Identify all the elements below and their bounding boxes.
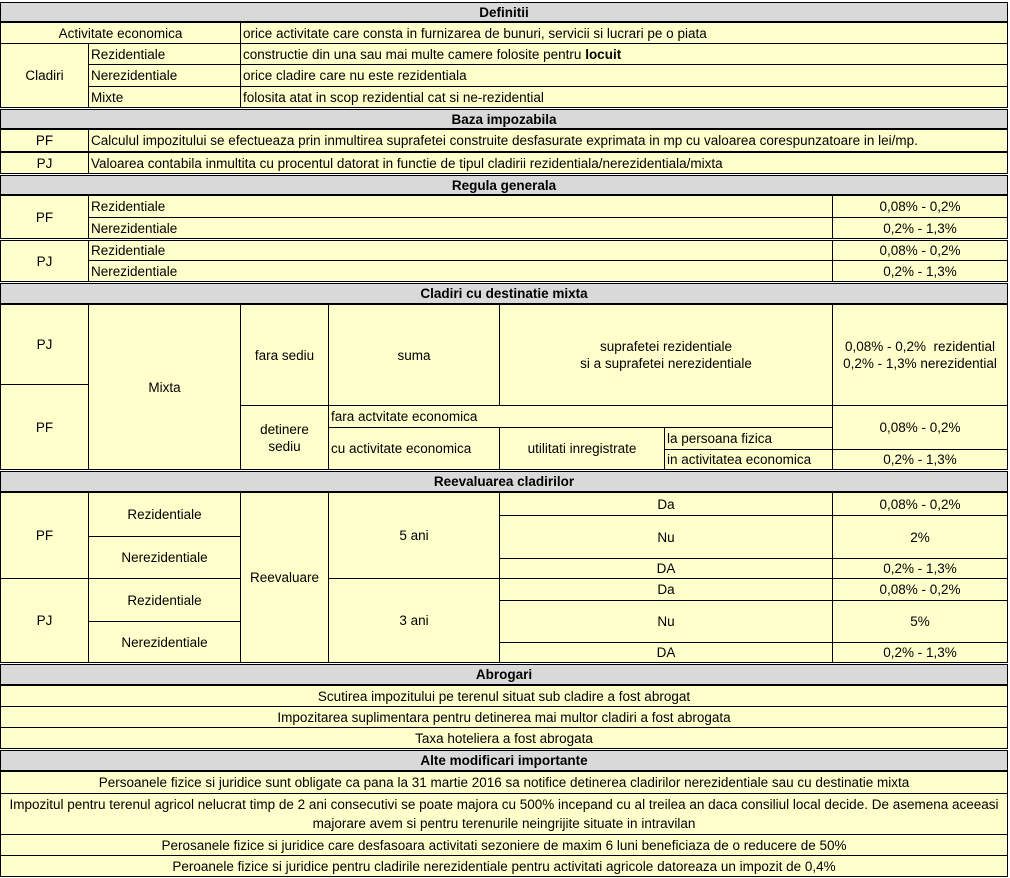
fara-activitate-economica[interactable]: fara actvitate economica [328,405,833,428]
reev-pj-nu-value[interactable]: 5% [832,600,1008,643]
rezidentiale-label[interactable]: Rezidentiale [88,43,241,65]
regula-pj-rezidentiale-value[interactable]: 0,08% - 0,2% [832,240,1008,261]
mixta-rate-sediu-rezidential[interactable]: 0,08% - 0,2% [832,405,1008,450]
alte-row[interactable]: Impozitul pentru terenul agricol nelucrat timp de 2 ani consecutivi se poate majora cu 500% incepand cu al treilea an daca consiliul local decide. De asemena aceeasi majorare avem si pentru terenurile neingrijite situate in intravilan [0,793,1008,835]
reev-pj-3-ani[interactable]: 3 ani [328,578,500,663]
alte-row[interactable]: Perosanele fizice si juridice care desfasoara activitati sezoniere de maxim 6 luni beneficiaza de o reducere de 50% [0,834,1008,856]
detinere-sediu[interactable] [240,405,329,470]
suma[interactable]: suma [328,304,500,406]
mixta-pf-label[interactable]: PF [0,384,89,470]
reev-pj-da-value[interactable]: 0,08% - 0,2% [832,578,1008,601]
reev-pf-nu-value[interactable]: 2% [832,515,1008,559]
mixta-rate-sediu-nerezidential[interactable]: 0,2% - 1,3% [832,449,1008,470]
mixta-rate-rezidential: 0,08% - 0,2% rezidential [844,339,996,354]
nerezidentiale-label[interactable]: Nerezidentiale [88,64,241,87]
utilitati-inregistrate[interactable]: utilitati inregistrate [499,427,665,470]
baza-pf-label[interactable]: PF [0,129,89,152]
reev-pj-nerezidentiale[interactable]: Nerezidentiale [88,621,241,663]
rezidentiale-definition-bold: locuit [585,46,622,62]
section-header-alte-modificari[interactable]: Alte modificari importante [0,750,1008,771]
baza-pj-label[interactable]: PJ [0,152,89,174]
reev-pf-rezidentiale[interactable]: Rezidentiale [88,492,241,537]
reev-pj-da2[interactable]: DA [499,642,833,663]
reev-pf-da[interactable]: Da [499,492,833,516]
reev-pf-da2-value[interactable]: 0,2% - 1,3% [832,558,1008,579]
activitate-economica-label[interactable]: Activitate economica [0,22,241,44]
mixta-label[interactable]: Mixta [88,304,241,470]
reev-pj-rezidentiale[interactable]: Rezidentiale [88,578,241,622]
reev-pj-da2-value[interactable]: 0,2% - 1,3% [832,642,1008,663]
reev-pj-nu[interactable]: Nu [499,600,833,643]
nerezidentiale-definition[interactable]: orice cladire care nu este rezidentiala [240,64,1008,87]
regula-pf-nerezidentiale[interactable]: Nerezidentiale [88,217,833,239]
section-header-abrogari[interactable]: Abrogari [0,664,1008,685]
section-header-regula-generala[interactable]: Regula generala [0,175,1008,195]
section-header-definitii[interactable]: Definitii [0,2,1008,22]
section-header-cladiri-mixta[interactable]: Cladiri cu destinatie mixta [0,283,1008,304]
fara-sediu[interactable]: fara sediu [240,304,329,406]
rezidentiale-definition[interactable] [240,43,1008,65]
regula-pj-nerezidentiale-value[interactable]: 0,2% - 1,3% [832,260,1008,282]
reev-pf-da-value[interactable]: 0,08% - 0,2% [832,492,1008,516]
mixte-label[interactable]: Mixte [88,86,241,108]
regula-pf-rezidentiale[interactable]: Rezidentiale [88,195,833,218]
baza-pj-text[interactable]: Valoarea contabila inmultita cu procentul datorat in functie de tipul cladirii rezidentiala/nerezidentiala/mixta [88,152,1008,174]
in-activitatea-economica[interactable]: in activitatea economica [664,449,833,470]
regula-pf-rezidentiale-value[interactable]: 0,08% - 0,2% [832,195,1008,218]
reev-pf-nu[interactable]: Nu [499,515,833,559]
mixta-rates[interactable] [832,304,1008,406]
alte-row[interactable]: Peroanele fizice si juridice pentru cladirile nerezidentiale pentru activitati agricole datoreaza un impozit de 0,4% [0,855,1008,877]
reev-pf-nerezidentiale[interactable]: Nerezidentiale [88,536,241,579]
mixta-rate-nerezidential: 0,2% - 1,3% nerezidential [843,356,997,371]
abrogari-row[interactable]: Scutirea impozitului pe terenul situat sub cladire a fost abrogat [0,685,1008,707]
suprafetei-line-2: si a suprafetei nerezidentiale [580,356,752,371]
rezidentiale-definition-text: constructie din una sau mai multe camere folosite pentru [243,46,586,62]
cladiri-label[interactable]: Cladiri [0,43,89,108]
reev-pf-da2[interactable]: DA [499,558,833,579]
detinere-line-2: sediu [268,438,301,454]
alte-row[interactable]: Persoanele fizice si juridice sunt obligate ca pana la 31 martie 2016 sa notifice detinerea cladirilor nerezidentiale sau cu destinatie mixta [0,771,1008,794]
regula-pf-label[interactable]: PF [0,195,89,239]
activitate-economica-definition[interactable]: orice activitate care consta in furnizarea de bunuri, servicii si lucrari pe o piata [240,22,1008,44]
reev-pf-5-ani[interactable]: 5 ani [328,492,500,579]
regula-pj-nerezidentiale[interactable]: Nerezidentiale [88,260,833,282]
cu-activitate-economica[interactable]: cu activitate economica [328,427,500,470]
regula-pj-label[interactable]: PJ [0,240,89,282]
abrogari-row[interactable]: Impozitarea suplimentara pentru detinerea mai multor cladiri a fost abrogata [0,706,1008,728]
abrogari-row[interactable]: Taxa hoteliera a fost abrogata [0,727,1008,749]
reev-pj-da[interactable]: Da [499,578,833,601]
regula-pj-rezidentiale[interactable]: Rezidentiale [88,240,833,261]
suprafetei-formula[interactable] [499,304,833,406]
suprafetei-line-1: suprafetei rezidentiale [599,339,733,354]
baza-pf-text[interactable]: Calculul impozitului se efectueaza prin inmultirea suprafetei construite desfasurate exprimata in mp cu valoarea corespunzatoare in lei/mp. [88,129,1008,152]
mixta-pj-label[interactable]: PJ [0,304,89,385]
reev-pf-label[interactable]: PF [0,492,89,579]
regula-pf-nerezidentiale-value[interactable]: 0,2% - 1,3% [832,217,1008,239]
section-header-reevaluarea[interactable]: Reevaluarea cladirilor [0,471,1008,492]
section-header-baza-impozabila[interactable]: Baza impozabila [0,109,1008,129]
detinere-line-1: detinere [260,421,309,437]
la-persoana-fizica[interactable]: la persoana fizica [664,427,833,450]
reev-pj-label[interactable]: PJ [0,578,89,663]
reevaluare-label[interactable]: Reevaluare [240,492,329,663]
mixte-definition[interactable]: folosita atat in scop rezidential cat si ne-rezidential [240,86,1008,108]
